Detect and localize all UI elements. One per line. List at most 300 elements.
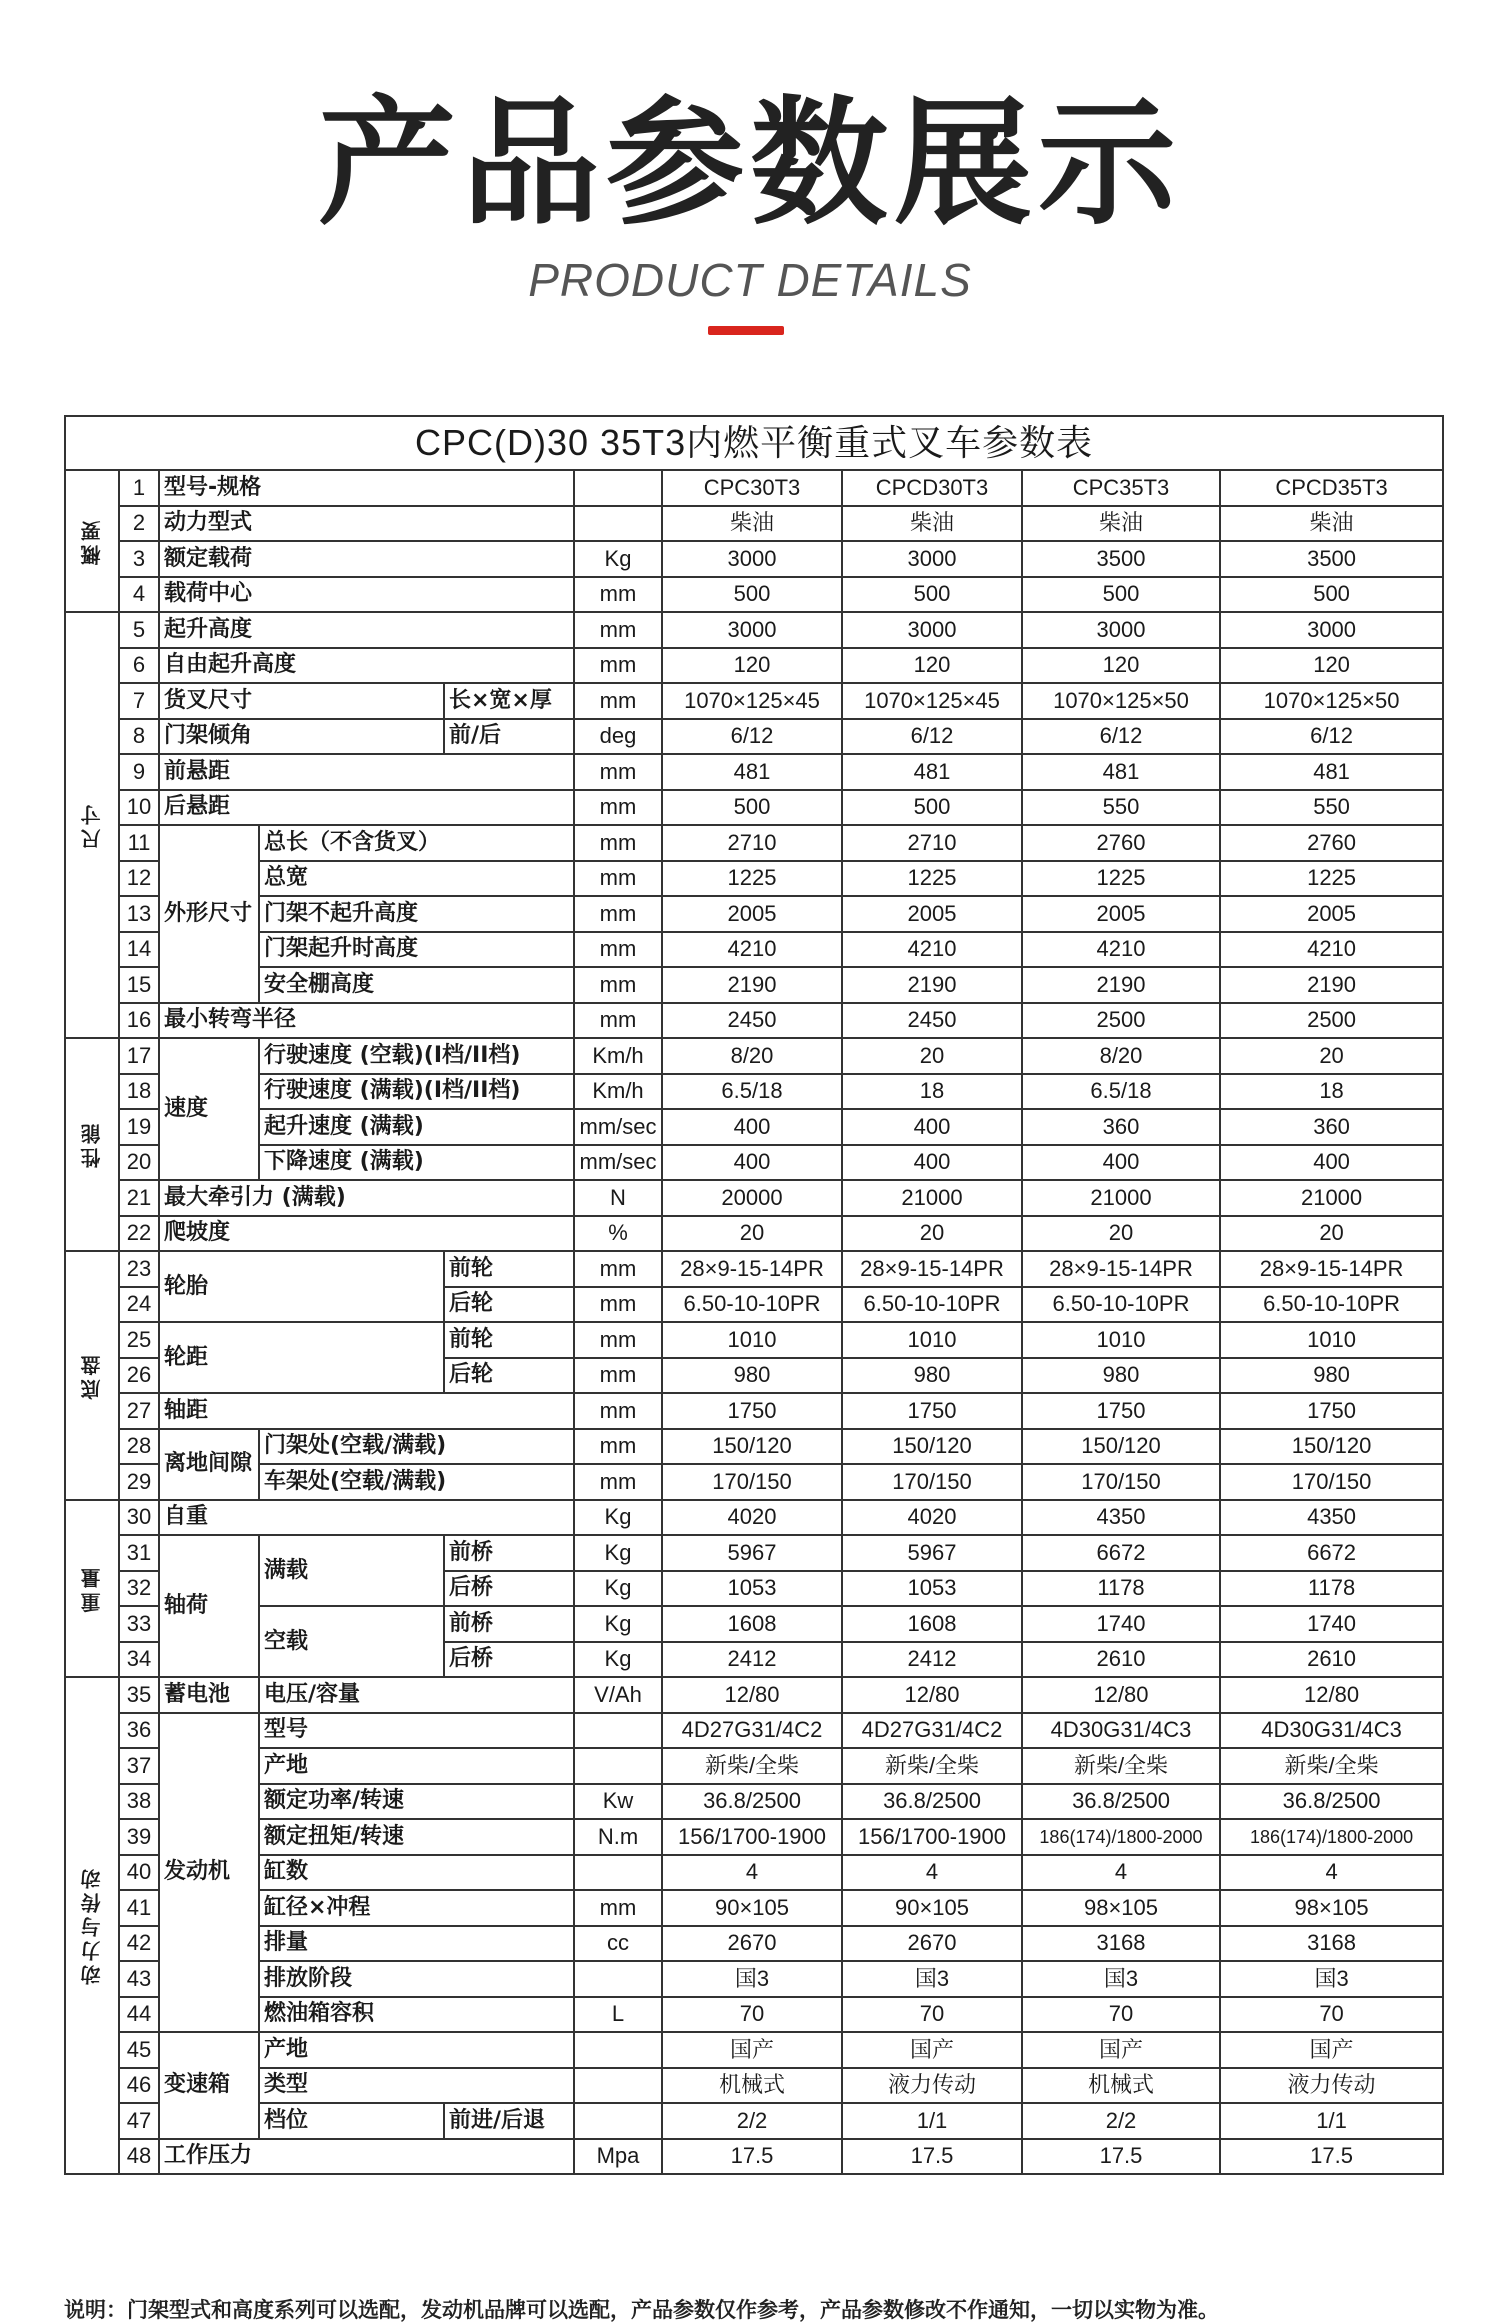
- row-number: 3: [119, 541, 159, 577]
- value-cell: 1178: [1022, 1571, 1220, 1607]
- section-label: 概要: [65, 470, 119, 612]
- value-cell: 17.5: [1022, 2139, 1220, 2175]
- unit-cell: %: [574, 1216, 662, 1252]
- model-header: CPCD30T3: [842, 470, 1022, 506]
- row-number: 39: [119, 1819, 159, 1855]
- unit-cell: mm/sec: [574, 1109, 662, 1145]
- value-cell: 20: [1220, 1216, 1443, 1252]
- value-cell: 4: [1220, 1855, 1443, 1891]
- unit-cell: mm: [574, 967, 662, 1003]
- table-row: [65, 1216, 1443, 1252]
- unit-cell: mm: [574, 1322, 662, 1358]
- param-name: 下降速度 (满载): [259, 1145, 574, 1181]
- row-number: 6: [119, 648, 159, 684]
- row-number: 8: [119, 719, 159, 755]
- unit-cell: [574, 1961, 662, 1997]
- param-sub: 后轮: [444, 1287, 574, 1323]
- value-cell: 360: [1022, 1109, 1220, 1145]
- value-cell: 8/20: [1022, 1038, 1220, 1074]
- row-number: 4: [119, 577, 159, 613]
- row-number: 28: [119, 1429, 159, 1465]
- value-cell: 4: [1022, 1855, 1220, 1891]
- value-cell: 柴油: [842, 506, 1022, 542]
- value-cell: 17.5: [842, 2139, 1022, 2175]
- value-cell: 28×9-15-14PR: [662, 1251, 842, 1287]
- value-cell: 2710: [662, 825, 842, 861]
- value-cell: 6.50-10-10PR: [842, 1287, 1022, 1323]
- param-name: 起升速度 (满载): [259, 1109, 574, 1145]
- value-cell: 3000: [662, 541, 842, 577]
- value-cell: 156/1700-1900: [662, 1819, 842, 1855]
- param-name: 电压/容量: [259, 1677, 574, 1713]
- table-row: [65, 932, 1443, 968]
- param-name: 总宽: [259, 861, 574, 897]
- unit-cell: mm: [574, 861, 662, 897]
- param-group: 轮距: [159, 1322, 444, 1393]
- row-number: 40: [119, 1855, 159, 1891]
- value-cell: 20: [842, 1038, 1022, 1074]
- value-cell: 170/150: [1220, 1464, 1443, 1500]
- value-cell: 20000: [662, 1180, 842, 1216]
- value-cell: 21000: [1022, 1180, 1220, 1216]
- table-row: [65, 1393, 1443, 1429]
- value-cell: 6/12: [1022, 719, 1220, 755]
- value-cell: 4210: [662, 932, 842, 968]
- param-group: 变速箱: [159, 2032, 259, 2139]
- row-number: 17: [119, 1038, 159, 1074]
- value-cell: 150/120: [1022, 1429, 1220, 1465]
- value-cell: 6/12: [1220, 719, 1443, 755]
- value-cell: 360: [1220, 1109, 1443, 1145]
- value-cell: 2190: [662, 967, 842, 1003]
- table-row: [65, 825, 1443, 861]
- value-cell: 1740: [1220, 1606, 1443, 1642]
- param-name: 类型: [259, 2068, 574, 2104]
- value-cell: 36.8/2500: [662, 1784, 842, 1820]
- table-row: [65, 1819, 1443, 1855]
- row-number: 29: [119, 1464, 159, 1500]
- value-cell: 980: [1022, 1358, 1220, 1394]
- param-name: 型号: [259, 1713, 574, 1749]
- value-cell: 2005: [1022, 896, 1220, 932]
- value-cell: 国3: [662, 1961, 842, 1997]
- value-cell: 500: [1220, 577, 1443, 613]
- row-number: 7: [119, 683, 159, 719]
- param-name: 轴距: [159, 1393, 574, 1429]
- unit-cell: L: [574, 1997, 662, 2033]
- value-cell: 20: [842, 1216, 1022, 1252]
- param-name: 额定载荷: [159, 541, 574, 577]
- value-cell: 18: [842, 1074, 1022, 1110]
- param-name: 车架处(空载/满载): [259, 1464, 574, 1500]
- row-number: 9: [119, 754, 159, 790]
- section-label: 尺寸: [65, 612, 119, 1038]
- value-cell: 1178: [1220, 1571, 1443, 1607]
- value-cell: 1070×125×50: [1022, 683, 1220, 719]
- row-number: 14: [119, 932, 159, 968]
- param-sub: 前轮: [444, 1322, 574, 1358]
- value-cell: 980: [1220, 1358, 1443, 1394]
- value-cell: 1/1: [1220, 2103, 1443, 2139]
- value-cell: 2760: [1220, 825, 1443, 861]
- row-number: 42: [119, 1926, 159, 1962]
- unit-cell: mm: [574, 1251, 662, 1287]
- row-number: 36: [119, 1713, 159, 1749]
- value-cell: 新柴/全柴: [842, 1748, 1022, 1784]
- param-name: 排量: [259, 1926, 574, 1962]
- value-cell: 1010: [842, 1322, 1022, 1358]
- value-cell: 机械式: [1022, 2068, 1220, 2104]
- row-number: 23: [119, 1251, 159, 1287]
- table-row: [65, 967, 1443, 1003]
- table-row: [65, 470, 1443, 506]
- value-cell: 2412: [842, 1642, 1022, 1678]
- value-cell: 1070×125×50: [1220, 683, 1443, 719]
- value-cell: 6672: [1220, 1535, 1443, 1571]
- row-number: 41: [119, 1890, 159, 1926]
- unit-cell: mm: [574, 1003, 662, 1039]
- param-name: 动力型式: [159, 506, 574, 542]
- param-group: 轴荷: [159, 1535, 259, 1677]
- value-cell: 481: [662, 754, 842, 790]
- value-cell: 3000: [1220, 612, 1443, 648]
- unit-cell: N: [574, 1180, 662, 1216]
- table-row: [65, 1926, 1443, 1962]
- value-cell: 国产: [1022, 2032, 1220, 2068]
- row-number: 2: [119, 506, 159, 542]
- value-cell: 36.8/2500: [1022, 1784, 1220, 1820]
- value-cell: 21000: [1220, 1180, 1443, 1216]
- value-cell: 18: [1220, 1074, 1443, 1110]
- value-cell: 2005: [1220, 896, 1443, 932]
- table-row: [65, 1535, 1443, 1571]
- value-cell: 2500: [1220, 1003, 1443, 1039]
- value-cell: 6.50-10-10PR: [662, 1287, 842, 1323]
- section-label: 底盘: [65, 1251, 119, 1500]
- value-cell: 98×105: [1022, 1890, 1220, 1926]
- value-cell: 500: [842, 790, 1022, 826]
- value-cell: 186(174)/1800-2000: [1220, 1819, 1443, 1855]
- table-row: [65, 1074, 1443, 1110]
- value-cell: 21000: [842, 1180, 1022, 1216]
- table-row: [65, 1748, 1443, 1784]
- value-cell: 28×9-15-14PR: [842, 1251, 1022, 1287]
- model-header: CPCD35T3: [1220, 470, 1443, 506]
- value-cell: 980: [842, 1358, 1022, 1394]
- row-number: 5: [119, 612, 159, 648]
- unit-cell: [574, 506, 662, 542]
- unit-cell: mm/sec: [574, 1145, 662, 1181]
- value-cell: 4020: [662, 1500, 842, 1536]
- value-cell: 150/120: [842, 1429, 1022, 1465]
- param-name: 行驶速度 (空载)(I档/II档): [259, 1038, 574, 1074]
- table-row: [65, 1784, 1443, 1820]
- unit-cell: Km/h: [574, 1074, 662, 1110]
- unit-cell: mm: [574, 754, 662, 790]
- table-row: [65, 2032, 1443, 2068]
- value-cell: 机械式: [662, 2068, 842, 2104]
- unit-cell: Kw: [574, 1784, 662, 1820]
- value-cell: 新柴/全柴: [1022, 1748, 1220, 1784]
- value-cell: 2760: [1022, 825, 1220, 861]
- table-row: [65, 1429, 1443, 1465]
- unit-cell: [574, 1713, 662, 1749]
- param-sub: 前/后: [444, 719, 574, 755]
- value-cell: 500: [662, 790, 842, 826]
- value-cell: 2/2: [662, 2103, 842, 2139]
- value-cell: 2610: [1022, 1642, 1220, 1678]
- param-sub: 后桥: [444, 1642, 574, 1678]
- row-number: 15: [119, 967, 159, 1003]
- table-row: [65, 541, 1443, 577]
- table-row: [65, 719, 1443, 755]
- row-number: 32: [119, 1571, 159, 1607]
- param-sub: 前桥: [444, 1535, 574, 1571]
- value-cell: 98×105: [1220, 1890, 1443, 1926]
- value-cell: 186(174)/1800-2000: [1022, 1819, 1220, 1855]
- value-cell: 4210: [842, 932, 1022, 968]
- value-cell: 2/2: [1022, 2103, 1220, 2139]
- param-name: 产地: [259, 2032, 574, 2068]
- param-name: 门架起升时高度: [259, 932, 574, 968]
- param-name: 工作压力: [159, 2139, 574, 2175]
- param-name: 起升高度: [159, 612, 574, 648]
- row-number: 30: [119, 1500, 159, 1536]
- value-cell: 2005: [662, 896, 842, 932]
- value-cell: 1750: [842, 1393, 1022, 1429]
- unit-cell: [574, 1855, 662, 1891]
- row-number: 1: [119, 470, 159, 506]
- row-number: 20: [119, 1145, 159, 1181]
- section-label: 性能: [65, 1038, 119, 1251]
- value-cell: 6/12: [842, 719, 1022, 755]
- param-name: 安全棚高度: [259, 967, 574, 1003]
- table-row: [65, 861, 1443, 897]
- value-cell: 3500: [1220, 541, 1443, 577]
- value-cell: 500: [662, 577, 842, 613]
- unit-cell: N.m: [574, 1819, 662, 1855]
- param-name: 前悬距: [159, 754, 574, 790]
- value-cell: 4210: [1022, 932, 1220, 968]
- param-name: 总长（不含货叉）: [259, 825, 574, 861]
- footnote: 说明：门架型式和高度系列可以选配，发动机品牌可以选配，产品参数仅作参考，产品参数修改不作通知，一切以实物为准。: [64, 2298, 1219, 2322]
- value-cell: 400: [842, 1145, 1022, 1181]
- unit-cell: [574, 2103, 662, 2139]
- value-cell: 2412: [662, 1642, 842, 1678]
- value-cell: 170/150: [1022, 1464, 1220, 1500]
- value-cell: 国产: [842, 2032, 1022, 2068]
- value-cell: 1750: [1220, 1393, 1443, 1429]
- value-cell: 12/80: [662, 1677, 842, 1713]
- unit-cell: mm: [574, 932, 662, 968]
- table-row: [65, 1997, 1443, 2033]
- table-row: [65, 1145, 1443, 1181]
- value-cell: 1740: [1022, 1606, 1220, 1642]
- param-name: 额定扭矩/转速: [259, 1819, 574, 1855]
- table-row: [65, 1003, 1443, 1039]
- value-cell: 6.50-10-10PR: [1022, 1287, 1220, 1323]
- unit-cell: Kg: [574, 1500, 662, 1536]
- value-cell: 20: [662, 1216, 842, 1252]
- unit-cell: mm: [574, 683, 662, 719]
- unit-cell: Km/h: [574, 1038, 662, 1074]
- unit-cell: mm: [574, 825, 662, 861]
- value-cell: 12/80: [1022, 1677, 1220, 1713]
- value-cell: 28×9-15-14PR: [1022, 1251, 1220, 1287]
- unit-cell: [574, 2032, 662, 2068]
- value-cell: 1225: [842, 861, 1022, 897]
- value-cell: 2710: [842, 825, 1022, 861]
- unit-cell: Kg: [574, 1535, 662, 1571]
- value-cell: 150/120: [662, 1429, 842, 1465]
- unit-cell: [574, 470, 662, 506]
- value-cell: 550: [1022, 790, 1220, 826]
- unit-cell: Kg: [574, 541, 662, 577]
- value-cell: 481: [1220, 754, 1443, 790]
- value-cell: 2190: [842, 967, 1022, 1003]
- value-cell: 2190: [1220, 967, 1443, 1003]
- value-cell: 1070×125×45: [662, 683, 842, 719]
- value-cell: 国3: [842, 1961, 1022, 1997]
- unit-cell: mm: [574, 1464, 662, 1500]
- param-subgroup: 满载: [259, 1535, 444, 1606]
- unit-cell: mm: [574, 1890, 662, 1926]
- row-number: 45: [119, 2032, 159, 2068]
- unit-cell: cc: [574, 1926, 662, 1962]
- table-row: [65, 2139, 1443, 2175]
- value-cell: 6672: [1022, 1535, 1220, 1571]
- param-name: 门架不起升高度: [259, 896, 574, 932]
- param-group: 离地间隙: [159, 1429, 259, 1500]
- unit-cell: mm: [574, 1393, 662, 1429]
- section-label: 重量: [65, 1500, 119, 1678]
- table-title: CPC(D)30 35T3内燃平衡重式叉车参数表: [65, 416, 1443, 470]
- value-cell: 新柴/全柴: [1220, 1748, 1443, 1784]
- table-row: [65, 1464, 1443, 1500]
- value-cell: 新柴/全柴: [662, 1748, 842, 1784]
- row-number: 35: [119, 1677, 159, 1713]
- row-number: 24: [119, 1287, 159, 1323]
- value-cell: 2670: [662, 1926, 842, 1962]
- row-number: 12: [119, 861, 159, 897]
- value-cell: 3500: [1022, 541, 1220, 577]
- param-name: 行驶速度 (满载)(I档/II档): [259, 1074, 574, 1110]
- param-name: 最大牵引力 (满载): [159, 1180, 574, 1216]
- value-cell: 3000: [842, 612, 1022, 648]
- row-number: 44: [119, 1997, 159, 2033]
- row-number: 19: [119, 1109, 159, 1145]
- page-header: [0, 0, 1500, 420]
- param-name: 自重: [159, 1500, 574, 1536]
- unit-cell: deg: [574, 719, 662, 755]
- param-name: 载荷中心: [159, 577, 574, 613]
- value-cell: 20: [1220, 1038, 1443, 1074]
- value-cell: 20: [1022, 1216, 1220, 1252]
- value-cell: 1225: [1022, 861, 1220, 897]
- value-cell: 2500: [1022, 1003, 1220, 1039]
- table-row: [65, 1500, 1443, 1536]
- value-cell: 2450: [842, 1003, 1022, 1039]
- value-cell: 液力传动: [842, 2068, 1022, 2104]
- page-subtitle: PRODUCT DETAILS: [528, 254, 972, 306]
- unit-cell: mm: [574, 1358, 662, 1394]
- unit-cell: mm: [574, 612, 662, 648]
- param-group: 发动机: [159, 1713, 259, 2033]
- table-row: [65, 683, 1443, 719]
- value-cell: 70: [1022, 1997, 1220, 2033]
- value-cell: 6.5/18: [1022, 1074, 1220, 1110]
- value-cell: 120: [1220, 648, 1443, 684]
- param-name: 爬坡度: [159, 1216, 574, 1252]
- row-number: 47: [119, 2103, 159, 2139]
- value-cell: 17.5: [1220, 2139, 1443, 2175]
- value-cell: 柴油: [1022, 506, 1220, 542]
- param-group: 轮胎: [159, 1251, 444, 1322]
- table-row: [65, 506, 1443, 542]
- value-cell: 柴油: [1220, 506, 1443, 542]
- param-name: 额定功率/转速: [259, 1784, 574, 1820]
- unit-cell: mm: [574, 790, 662, 826]
- row-number: 38: [119, 1784, 159, 1820]
- table-title-row: [65, 416, 1443, 470]
- model-header: CPC35T3: [1022, 470, 1220, 506]
- table-row: [65, 2103, 1443, 2139]
- value-cell: 36.8/2500: [842, 1784, 1022, 1820]
- row-number: 31: [119, 1535, 159, 1571]
- value-cell: 1608: [662, 1606, 842, 1642]
- row-number: 22: [119, 1216, 159, 1252]
- value-cell: 36.8/2500: [1220, 1784, 1443, 1820]
- value-cell: 4: [662, 1855, 842, 1891]
- value-cell: 400: [662, 1109, 842, 1145]
- row-number: 21: [119, 1180, 159, 1216]
- value-cell: 国产: [662, 2032, 842, 2068]
- param-sub: 前桥: [444, 1606, 574, 1642]
- value-cell: 1010: [1022, 1322, 1220, 1358]
- value-cell: 1750: [1022, 1393, 1220, 1429]
- value-cell: 170/150: [842, 1464, 1022, 1500]
- row-number: 37: [119, 1748, 159, 1784]
- title-accent-bar: [708, 326, 784, 335]
- row-number: 13: [119, 896, 159, 932]
- param-group: 蓄电池: [159, 1677, 259, 1713]
- value-cell: 3000: [842, 541, 1022, 577]
- unit-cell: mm: [574, 1287, 662, 1323]
- unit-cell: V/Ah: [574, 1677, 662, 1713]
- value-cell: 1/1: [842, 2103, 1022, 2139]
- value-cell: 3000: [1022, 612, 1220, 648]
- row-number: 48: [119, 2139, 159, 2175]
- value-cell: 6.50-10-10PR: [1220, 1287, 1443, 1323]
- value-cell: 4: [842, 1855, 1022, 1891]
- table-row: [65, 754, 1443, 790]
- value-cell: 1070×125×45: [842, 683, 1022, 719]
- table-row: [65, 2068, 1443, 2104]
- row-number: 26: [119, 1358, 159, 1394]
- param-name: 排放阶段: [259, 1961, 574, 1997]
- table-row: [65, 896, 1443, 932]
- value-cell: 120: [1022, 648, 1220, 684]
- value-cell: 550: [1220, 790, 1443, 826]
- value-cell: 12/80: [1220, 1677, 1443, 1713]
- value-cell: 国产: [1220, 2032, 1443, 2068]
- value-cell: 5967: [662, 1535, 842, 1571]
- param-subgroup: 空载: [259, 1606, 444, 1677]
- table-row: [65, 1606, 1443, 1642]
- param-name: 门架倾角: [159, 719, 444, 755]
- value-cell: 2190: [1022, 967, 1220, 1003]
- value-cell: 国3: [1022, 1961, 1220, 1997]
